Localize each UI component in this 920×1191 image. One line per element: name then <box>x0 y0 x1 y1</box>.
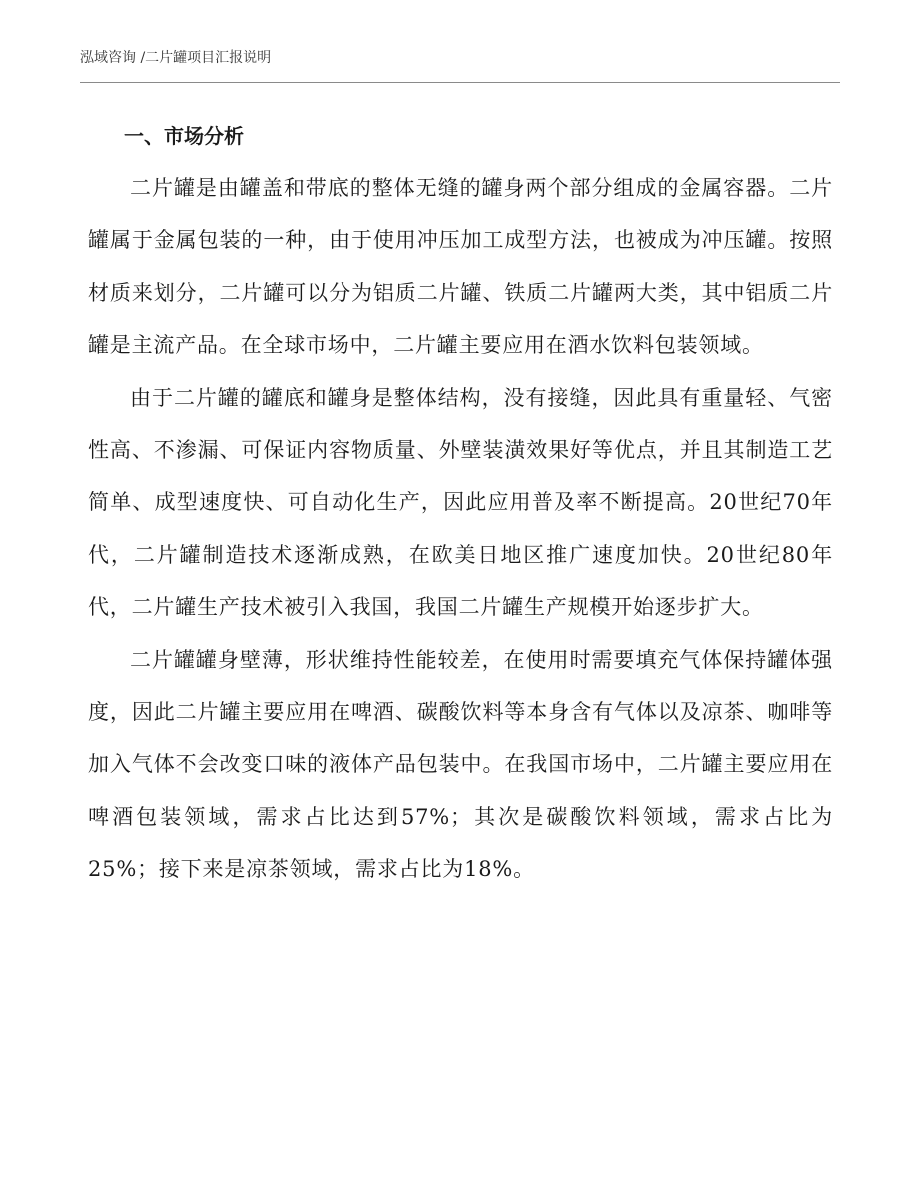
document-body <box>88 110 833 896</box>
header-divider <box>80 82 840 83</box>
paragraph-2: 由于二片罐的罐底和罐身是整体结构，没有接缝，因此具有重量轻、气密性高、不渗漏、可保证内容物质量、外壁装潢效果好等优点，并且其制造工艺简单、成型速度快、可自动化生产，因此应用普及率不断提高。20世纪70年代，二片罐制造技术逐渐成熟，在欧美日地区推广速度加快。20世纪80年代，二片罐生产技术被引入我国，我国二片罐生产规模开始逐步扩大。 <box>88 385 833 620</box>
paragraph-3: 二片罐罐身壁薄，形状维持性能较差，在使用时需要填充气体保持罐体强度，因此二片罐主要应用在啤酒、碳酸饮料等本身含有气体以及凉茶、咖啡等加入气体不会改变口味的液体产品包装中。在我国市场中，二片罐主要应用在啤酒包装领域，需求占比达到57%；其次是碳酸饮料领域，需求占比为25%；接下来是凉茶领域，需求占比为18%。 <box>88 647 833 882</box>
section-heading: 一、市场分析 <box>124 124 244 148</box>
page-header: 泓域咨询 /二片罐项目汇报说明 <box>80 50 272 66</box>
paragraph-1: 二片罐是由罐盖和带底的整体无缝的罐身两个部分组成的金属容器。二片罐属于金属包装的一种，由于使用冲压加工成型方法，也被成为冲压罐。按照材质来划分，二片罐可以分为铝质二片罐、铁质二片罐两大类，其中铝质二片罐是主流产品。在全球市场中，二片罐主要应用在酒水饮料包装领域。 <box>88 176 833 358</box>
